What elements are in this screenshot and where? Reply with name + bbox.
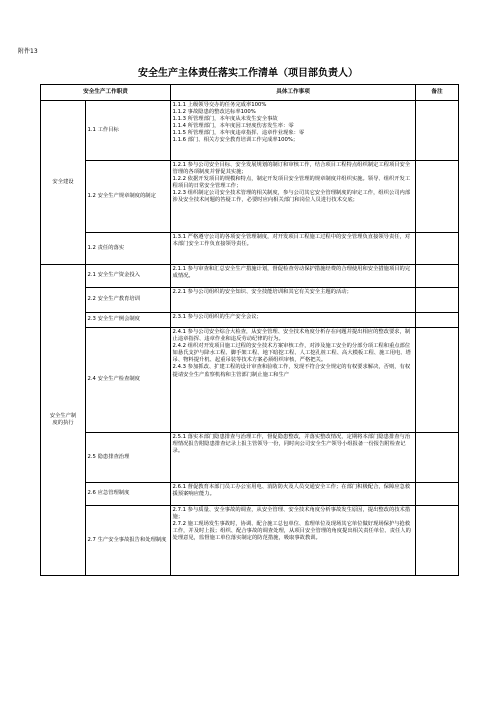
row-item: 2.1 安全生产资金投入 — [86, 265, 171, 288]
table-row — [41, 161, 459, 233]
content-line: 2.1.1 参与审查和汇总安全生产措施计划，督促检查劳动保护措施经费的合理使用和安全措施项目的完成情况。 — [172, 266, 411, 280]
row-content — [171, 233, 416, 265]
row-item: 2.3 安全生产例会制度 — [86, 313, 171, 328]
row-note — [416, 506, 459, 576]
row-note — [416, 265, 459, 288]
content-line: 2.4.3 参加抓改、扩建工程的设计审查和验收工作，发现不符合安全规定的有权要求解决，否则，有权提请安全生产监察机构和主管部门制止施工和生产 — [172, 364, 411, 378]
content-line: 1.1.2 事故隐患的整改达标率100% — [172, 109, 256, 116]
content-line: 1.2.1 参与公司安全目标、安全发展规划的制订和审核工作，结合项目工程特点组织制定工程项目安全管理的各项制度并督促其实施； — [172, 162, 411, 176]
header-duty: 安全生产工作职责 — [41, 85, 171, 101]
content-line: 1.2.2 依据开发项目的规模和特点，制定开发项目安全管理的规章制度并组织实施。领导、组织开发工程项目的日常安全管理工作； — [172, 176, 411, 190]
row-note — [416, 288, 459, 313]
content-line: 2.7.1 参与质量、安全事故的调查，从安全管理、安全技术角度分析事故发生原因，提出整改的技术措施； — [172, 507, 411, 521]
table-header-row — [41, 85, 459, 101]
attachment-label: 附件13 — [18, 48, 38, 55]
row-item: 2.5 隐患排查治理 — [86, 433, 171, 483]
row-item: 1.2 安全生产规章制度的制定 — [86, 161, 171, 233]
table-row — [41, 433, 459, 483]
row-item: 2.4 安全生产检查制度 — [86, 328, 171, 433]
row-item: 2.2 安全生产教育培训 — [86, 288, 171, 313]
table-row — [41, 233, 459, 265]
table-row — [41, 328, 459, 433]
content-line: 1.1.4 所管理部门，本年度因工轻度伤害发生率：零 — [172, 123, 294, 130]
content-line: 2.7.2 施工现场发生事故时，协调、配合施工总包单位、监理单位及现场其它单位做好现场保护与抢救工作，并及时上报；组织、配合事故的调查处理，从项目安全管理的角度提出相关责任单位、责任人的处理意见，监督施工单位落实制定的防范措施，吸取事故教训。 — [172, 521, 411, 542]
section-exec — [41, 265, 86, 576]
table-row — [41, 265, 459, 288]
header-note: 备注 — [416, 85, 459, 101]
row-content — [171, 265, 416, 288]
row-note — [416, 328, 459, 433]
row-item: 1.1 工作目标 — [86, 101, 171, 161]
content-line: 1.1.1 上级领导交办的任务完成率100% — [172, 102, 267, 108]
row-content — [171, 328, 416, 433]
content-line: 1.1.5 所管理部门，本年度违章指挥、违章作业现象：零 — [172, 130, 305, 137]
table-row — [41, 101, 459, 161]
content-line: 2.4.2 组织对开发项目施工过程的安全技术方案审核工作，对涉及施工安全的分部分项工程和重点部位如悬氏支护与降水工程、脚手架工程、地下暗挖工程、人工挖孔桩工程、高大模板工程、施工用电、塔吊、物料提升机、起重吊装等技术方案必须组织审核，严格把关。 — [172, 343, 411, 364]
row-note — [416, 161, 459, 233]
row-content — [171, 161, 416, 233]
row-content — [171, 101, 416, 161]
content-line: 1.1.3 所管理部门，本年度从未发生安全事故 — [172, 116, 278, 123]
content-line: 1.3.1 严格遵守公司的各项安全管理制度，对开发项目工程施工过程中的安全管理负直接领导责任，对本部门安全工作负直接领导责任。 — [172, 234, 411, 248]
content-line: 1.1.6 部门、相关方安全教育培训工作完成率100%； — [172, 137, 299, 144]
row-item: 1.2 责任的落实 — [86, 233, 171, 265]
content-line: 1.2.3 组织制定公司安全技术管理的相关制度，参与公司其它安全管理制度的审定工作，组织公司内部涉及安全技术问题的答疑工作，必要时应向相关部门和岗位人员进行技术交底； — [172, 190, 411, 204]
content-line: 2.2.1 参与公司组织的安全知识、安全技能培训和其它有关安全主题的活动； — [172, 289, 352, 295]
section-exec-line: 度的执行 — [52, 420, 74, 426]
header-content: 具体工作事项 — [171, 85, 416, 101]
table-row — [41, 506, 459, 576]
table-row — [41, 483, 459, 506]
duty-table — [40, 84, 459, 576]
page-title: 安全生产主体责任落实工作清单（项目部负责人） — [138, 68, 358, 79]
section-build: 安全建设 — [41, 101, 86, 265]
table-row — [41, 288, 459, 313]
content-line: 2.5.1 落实本部门隐患排查与治理工作，督促隐患整改，并落实整改情况，定期将本部门隐患排查与治理情况报告附隐患排查记录上报主管领导一份，同时向公司安全生产领导小组报备一份报告附检查记录。 — [172, 434, 411, 455]
row-item: 2.6 应急管理制度 — [86, 483, 171, 506]
row-item: 2.7 生产安全事故报告和处理制度 — [86, 506, 171, 576]
row-content — [171, 313, 416, 328]
row-note — [416, 313, 459, 328]
row-note — [416, 101, 459, 161]
row-content — [171, 483, 416, 506]
table-row — [41, 313, 459, 328]
row-note — [416, 233, 459, 265]
section-exec-line: 安全生产制 — [49, 412, 77, 419]
content-line: 2.4.1 参与公司安全综合大检查，从安全管理、安全技术角度分析存在问题并提出相应的整改要求，制止违章指挥、违章作业和违反劳动纪律的行为。 — [172, 329, 411, 343]
row-content — [171, 288, 416, 313]
row-content — [171, 433, 416, 483]
content-line: 2.3.1 参与公司组织的生产安全会议； — [172, 314, 262, 320]
row-note — [416, 433, 459, 483]
row-note — [416, 483, 459, 506]
content-line: 2.6.1 督促教育本部门员工办公室用电、消防防火及人员交通安全工作；在部门积极配合，保障应急救援预案响应能力。 — [172, 484, 411, 498]
row-content — [171, 506, 416, 576]
